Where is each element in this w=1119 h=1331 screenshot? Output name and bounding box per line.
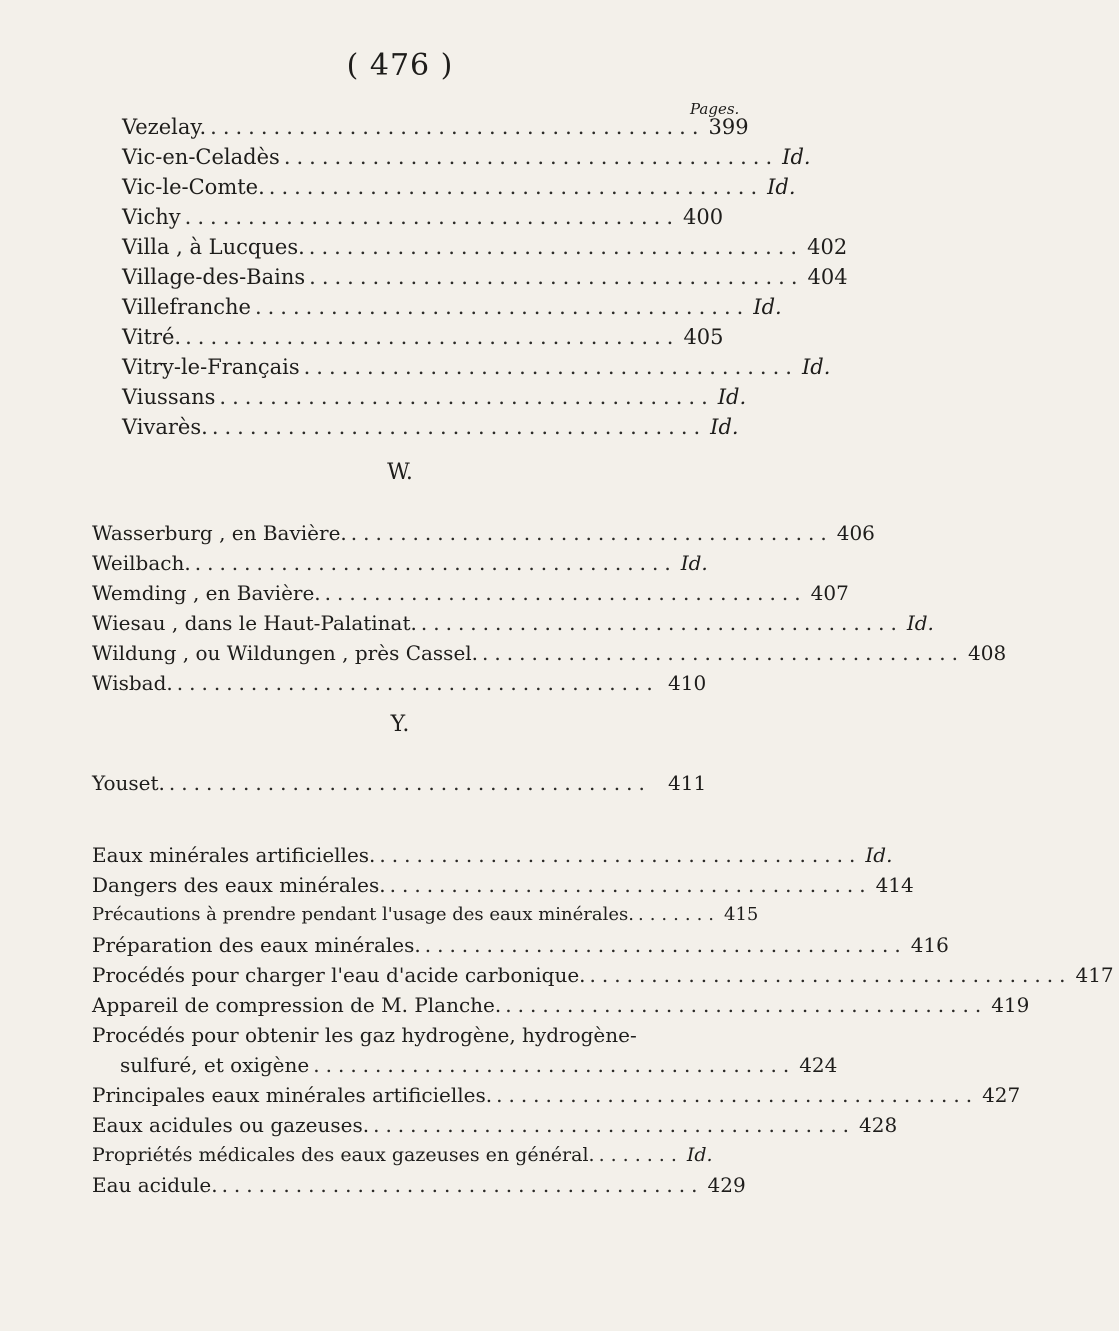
entry-page: 416 bbox=[910, 933, 949, 957]
entry-name: Vivarès. bbox=[122, 415, 208, 439]
entry-name: Appareil de compression de M. Planche. bbox=[92, 993, 502, 1017]
entry-page: 415 bbox=[724, 904, 759, 925]
entry-page: 400 bbox=[683, 205, 724, 229]
entry-page: 411 bbox=[668, 771, 707, 795]
entry-name: Procédés pour charger l'eau d'acide carbonique. bbox=[92, 963, 586, 987]
entry-page: Id. bbox=[717, 385, 747, 409]
index-entry: Propriétés médicales des eaux gazeuses en général. ....... Id. bbox=[92, 1140, 722, 1170]
index-entry: Wildung , ou Wildungen , près Cassel. ....................................... 408 bbox=[92, 638, 712, 668]
entry-name: Procédés pour obtenir les gaz hydrogène, hydrogène- bbox=[92, 1023, 637, 1047]
entry-page: 406 bbox=[836, 521, 875, 545]
entry-name: Village-des-Bains bbox=[122, 265, 306, 289]
entry-name: Préparation des eaux minérales. bbox=[92, 933, 421, 957]
entry-page: Id. bbox=[753, 295, 782, 319]
index-entry: Dangers des eaux minérales. ....................................... 414 bbox=[92, 870, 722, 900]
entry-page: 410 bbox=[668, 671, 707, 695]
index-entry: Villa , à Lucques. ....................................... 402 bbox=[122, 232, 722, 262]
entry-page: Id. bbox=[865, 843, 893, 867]
entry-page: 414 bbox=[875, 873, 914, 897]
entry-name: Wildung , ou Wildungen , près Cassel. bbox=[92, 641, 479, 665]
entry-name: Wasserburg , en Bavière. bbox=[92, 521, 347, 545]
entry-name: Viussans bbox=[122, 385, 216, 409]
index-entry: sulfuré, et oxigène ....................................... 424 bbox=[120, 1050, 722, 1080]
index-entry: Vivarès. ....................................... Id. bbox=[122, 412, 722, 442]
entry-page: 404 bbox=[807, 265, 848, 289]
section-heading-y: Y. bbox=[390, 712, 410, 737]
entry-name: Wemding , en Bavière. bbox=[92, 581, 321, 605]
entry-name: Propriétés médicales des eaux gazeuses en général. bbox=[92, 1144, 595, 1166]
entry-page: 405 bbox=[683, 325, 724, 349]
entry-name: Principales eaux minérales artificielles. bbox=[92, 1083, 493, 1107]
entry-name: Weilbach. bbox=[92, 551, 191, 575]
index-entry: Wiesau , dans le Haut-Palatinat. ....................................... Id. bbox=[92, 608, 712, 638]
entry-page: Id. bbox=[686, 1144, 713, 1166]
entry-page: 417 bbox=[1075, 963, 1114, 987]
index-entry: Villefranche ....................................... Id. bbox=[122, 292, 722, 322]
index-entry: Vitry-le-Français ....................................... Id. bbox=[122, 352, 722, 382]
entry-name: Dangers des eaux minérales. bbox=[92, 873, 386, 897]
entry-page: 429 bbox=[707, 1173, 746, 1197]
index-entry: Vic-en-Celadès ....................................... Id. bbox=[122, 142, 722, 172]
index-entry: Wasserburg , en Bavière. ....................................... 406 bbox=[92, 518, 712, 548]
entry-name: Youset. bbox=[92, 771, 165, 795]
index-entry: Appareil de compression de M. Planche. ....................................... 419 bbox=[92, 990, 722, 1020]
entry-page: Id. bbox=[710, 415, 739, 439]
entry-page: 399 bbox=[708, 115, 749, 139]
entry-page: 407 bbox=[810, 581, 849, 605]
index-entry: Vichy ....................................... 400 bbox=[122, 202, 722, 232]
index-entry: Viussans ....................................... Id. bbox=[122, 382, 722, 412]
entry-name: Villefranche bbox=[122, 295, 251, 319]
entry-name: Vic-en-Celadès bbox=[122, 145, 280, 169]
entry-page: 402 bbox=[807, 235, 848, 259]
index-entry: Préparation des eaux minérales. ....................................... 416 bbox=[92, 930, 722, 960]
entry-name: Wiesau , dans le Haut-Palatinat. bbox=[92, 611, 417, 635]
entry-name: Eaux minérales artificielles. bbox=[92, 843, 376, 867]
pages-column-label: Pages. bbox=[690, 100, 740, 118]
entry-name: Vezelay. bbox=[122, 115, 207, 139]
entry-page: Id. bbox=[767, 175, 796, 199]
entry-name: Eaux acidules ou gazeuses. bbox=[92, 1113, 370, 1137]
entry-page: Id. bbox=[906, 611, 934, 635]
index-entry: Wisbad. ....................................... 410 bbox=[92, 668, 712, 698]
index-entry: Eaux acidules ou gazeuses. ....................................... 428 bbox=[92, 1110, 722, 1140]
entry-page: 424 bbox=[799, 1053, 838, 1077]
page-number: ( 476 ) bbox=[346, 48, 454, 83]
entry-name: Vichy bbox=[122, 205, 181, 229]
entry-name: Précautions à prendre pendant l'usage des eaux minérales. bbox=[92, 904, 634, 925]
entry-page: Id. bbox=[782, 145, 811, 169]
index-entry: Eau acidule. ....................................... 429 bbox=[92, 1170, 722, 1200]
entry-name: Villa , à Lucques. bbox=[122, 235, 305, 259]
entry-page: 408 bbox=[968, 641, 1007, 665]
index-entry: Weilbach. ....................................... Id. bbox=[92, 548, 712, 578]
entry-name: Wisbad. bbox=[92, 671, 173, 695]
entry-page: Id. bbox=[680, 551, 708, 575]
entry-page: 427 bbox=[982, 1083, 1021, 1107]
entry-page: 428 bbox=[859, 1113, 898, 1137]
section-heading-w: W. bbox=[387, 460, 413, 485]
entry-name: Eau acidule. bbox=[92, 1173, 218, 1197]
index-entry: Vic-le-Comte. ....................................... Id. bbox=[122, 172, 722, 202]
index-entry: Wemding , en Bavière. ....................................... 407 bbox=[92, 578, 712, 608]
entry-page: 419 bbox=[991, 993, 1030, 1017]
index-entry: Précautions à prendre pendant l'usage des eaux minérales. ....... 415 bbox=[92, 900, 722, 930]
entry-name: sulfuré, et oxigène bbox=[120, 1053, 310, 1077]
index-entry: Eaux minérales artificielles. ....................................... Id. bbox=[92, 840, 722, 870]
entry-name: Vitry-le-Français bbox=[122, 355, 300, 379]
entry-page: Id. bbox=[801, 355, 831, 379]
entry-name: Vic-le-Comte. bbox=[122, 175, 265, 199]
index-entry: Principales eaux minérales artificielles. ....................................... 427 bbox=[92, 1080, 722, 1110]
index-entry: Vezelay. ....................................... 399 bbox=[122, 112, 722, 142]
index-entry: Vitré. ....................................... 405 bbox=[122, 322, 722, 352]
index-entry: Village-des-Bains ....................................... 404 bbox=[122, 262, 722, 292]
index-entry: Youset. ....................................... 411 bbox=[92, 768, 712, 798]
index-entry: Procédés pour charger l'eau d'acide carbonique. ....................................... 417 bbox=[92, 960, 722, 990]
entry-name: Vitré. bbox=[122, 325, 182, 349]
